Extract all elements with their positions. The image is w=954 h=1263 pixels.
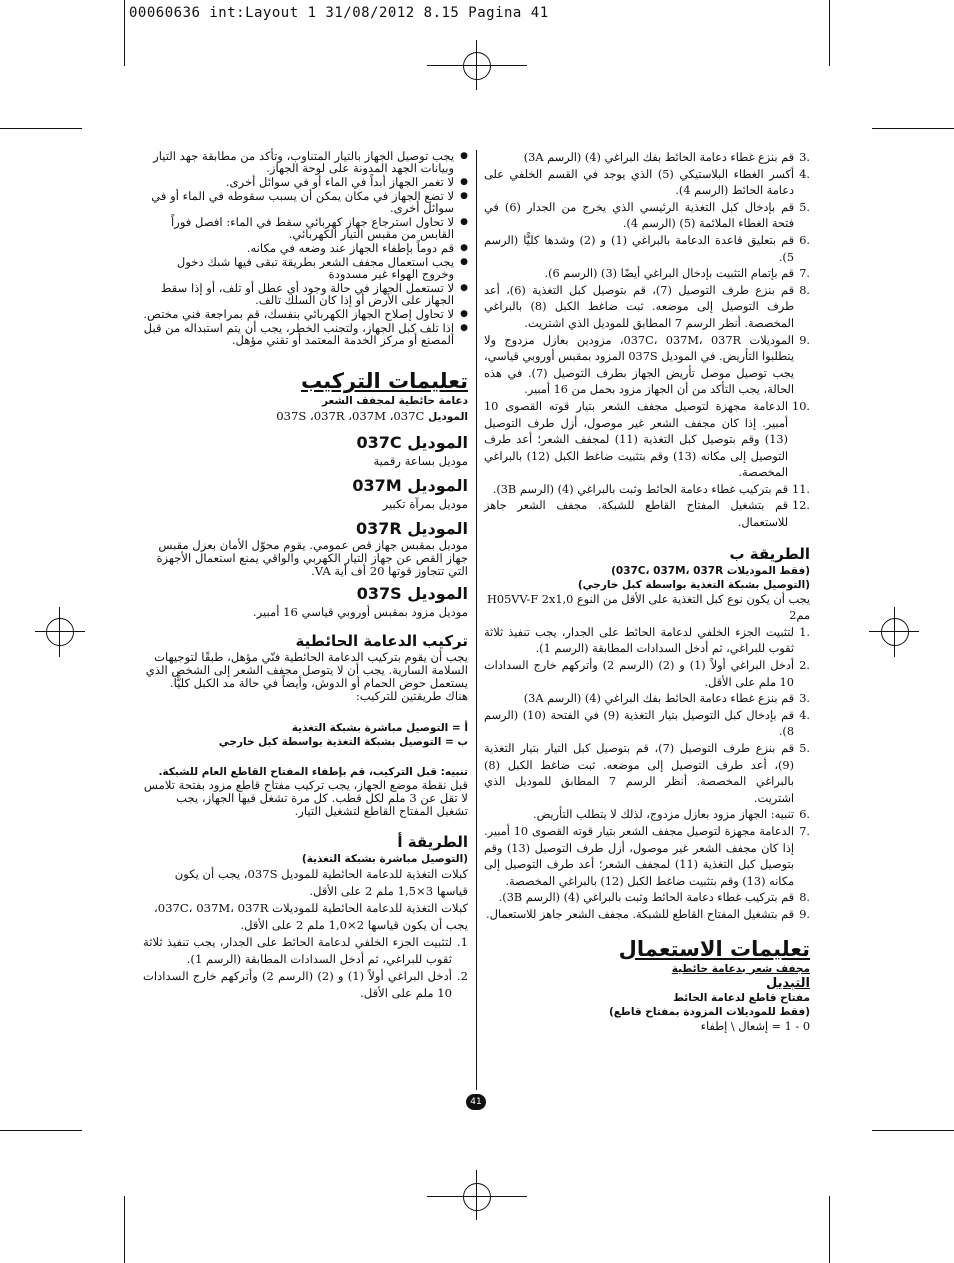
crop-mark bbox=[0, 128, 82, 129]
list-item: .4 قم بإدخال كبل التوصيل بتيار التغذية (9) في الفتحة (10) (الرسم 8). bbox=[484, 708, 810, 739]
list-item: .5 قم بنزع طرف التوصيل (7)، قم بتوصيل كبل التيار بتيار التغذية (9)، أعد طرف التوصيل إلى موضعه. ثبت ضاغط الكبل (8) بالبراغي المخصصة. أنظر الرسم 7 المطابق للموديل الذي اشتريت. bbox=[484, 742, 810, 805]
switching-title: التبديل bbox=[766, 975, 810, 991]
list-item: .8 قم بتركيب غطاء دعامة الحائط وثبت بالبراغي (4) (الرسم 3B). bbox=[498, 891, 810, 905]
switch-states: 0 - 1 = إشعال \ إطفاء bbox=[700, 1019, 810, 1033]
crop-mark bbox=[829, 0, 830, 66]
list-item: .10 الدعامة مجهزة لتوصيل مجفف الشعر بتيار قوته القصوى 10 أمبير. إذا كان مجفف الشعر غير موصول، أزل طرف التوصيل (13) وقم بتوصيل كبل التغذية (11) لمجفف الشعر؛ أعد طرف التوصيل إلى مكانه (13) وقم بتثبيت ضاغط الكبل (12) بالبراغي المخصصة. bbox=[484, 399, 810, 480]
safety-bullets bbox=[143, 150, 468, 346]
crop-mark bbox=[872, 1130, 954, 1131]
bullet-item: ● يجب استعمال مجفف الشعر بطريقة تبقى فيها شبك دخول وخروج الهواء غير مسدودة bbox=[176, 255, 468, 281]
warning-title: تنبيه: قبل التركيب، قم بإطفاء المفتاح القاطع العام للشبكة. bbox=[158, 766, 468, 778]
mount-title: تركيب الدعامة الحائطية bbox=[295, 632, 468, 650]
list-item: .5 قم بإدخال كبل التغذية الرئيسي الذي يخرج من الجدار (6) في فتحة الغطاء الملائمة (5) (الرسم 4). bbox=[484, 200, 810, 231]
crop-mark bbox=[872, 128, 954, 129]
install-title: تعليمات التركيب bbox=[301, 369, 468, 393]
option-a: أ = التوصيل مباشرة بشبكة التغذية bbox=[291, 722, 468, 734]
list-item: .11 قم بتركيب غطاء دعامة الحائط وثبت بالبراغي (4) (الرسم 3B). bbox=[492, 482, 810, 496]
model-037s-title: الموديل 037S bbox=[356, 584, 468, 603]
mount-text: يجب أن يقوم بتركيب الدعامة الحائطية فنّي مؤهل، طبقًا لتوجيهات السلامة السارية. يجب أن لا يتوصل مجفف الشعر إلى الشخص الذي يستعمل حوض الحمام أو الدوش، وأيضاً في حالة مد الكبل كليًّا. bbox=[145, 650, 468, 690]
method-a-title: الطريقة أ bbox=[397, 833, 468, 851]
list-item: .1 لتثبيت الجزء الخلفي لدعامة الحائط على الجدار، يجب تنفيذ ثلاثة ثقوب للبراغي، ثم أدخل السدادات المطابقة (الرسم 1). bbox=[484, 625, 810, 656]
model-037m-text: موديل بمرآة تكبير bbox=[382, 497, 468, 511]
crop-mark bbox=[829, 1196, 830, 1263]
models-line: الموديل 037S ،037R ،037M ،037C bbox=[276, 409, 468, 423]
bullet-item: ● لا تحاول إصلاح الجهاز الكهربائي بنفسك، قم بمراجعة فني مختص. bbox=[143, 307, 468, 321]
bullet-item: ● لا تغمر الجهاز أبداً في الماء أو في سوائل أخرى. bbox=[225, 175, 468, 189]
method-a-steps-continued bbox=[484, 150, 810, 532]
list-item: .7 قم بإتمام التثبيت بإدخال البراغي أيضًا (3) (الرسم 6). bbox=[544, 267, 810, 281]
crop-mark bbox=[124, 1196, 125, 1263]
method-b-cable-spec: يجب أن يكون نوع كبل التغذية على الأقل من النوع H05VV-F 2x1,0 مم2 bbox=[487, 592, 810, 623]
list-item: .2 أدخل البراغي أولاً (1) و (2) (الرسم 2) وأتركهم خارج السدادات 10 ملم على الأقل. bbox=[484, 659, 810, 689]
bullet-item: ● لا تستعمل الجهاز في حالة وجود أي عطل أو تلف، أو إذا سقط الجهاز على الأرض أو إذا كان السلك تالف. bbox=[160, 281, 468, 307]
method-b-models: (فقط الموديلات 037C، 037M، 037R) bbox=[611, 564, 810, 577]
bullet-item: ● يجب توصيل الجهاز بالتيار المتناوب، وتأكد من مطابقة جهد التيار وبيانات الجهد المدونة على لوحة الجهاز. bbox=[153, 149, 468, 175]
model-037r-text: موديل بمقبس جهاز قص عمومي. يقوم محوّل الأمان بعزل مقبس جهاز القص عن جهاز التيار الكهربي والواقي يمنع استعمال الأجهزة التي تتجاوز قوتها 20 أف أية VA. bbox=[156, 538, 468, 578]
crop-mark bbox=[0, 1130, 82, 1131]
list-item: .3 قم بنزع غطاء دعامة الحائط بفك البراغي (4) (الرسم 3A) bbox=[523, 151, 810, 164]
model-037r-title: الموديل 037R bbox=[355, 519, 468, 538]
wall-bracket-label: دعامة حائطية لمجفف الشعر bbox=[322, 395, 468, 407]
use-subtitle: مجفف شعر بدعامة حائطية bbox=[671, 962, 810, 975]
bullet-item: ● لا تحاول استرجاع جهاز كهربائي سقط في الماء: افصل فوراً القابس من مقبس التيار الكهربائي. bbox=[171, 215, 468, 241]
print-slug: 00060636 int:Layout 1 31/08/2012 8.15 Pagina 41 bbox=[129, 5, 549, 21]
list-item: 2. أدخل البراغي أولاً (1) و (2) (الرسم 2) وأتركهم خارج السدادات 10 ملم على الأقل. bbox=[143, 969, 468, 1000]
model-037c-text: موديل بساعة رقمية bbox=[373, 454, 468, 468]
wall-switch-note: (فقط للموديلات المزودة بمفتاح قاطع) bbox=[608, 1005, 810, 1018]
use-title: تعليمات الاستعمال bbox=[618, 936, 810, 961]
column-divider bbox=[476, 150, 477, 1090]
list-item: .12 قم بتشغيل المفتاح القاطع للشبكة. مجفف الشعر جاهز للاستعمال. bbox=[484, 499, 810, 530]
list-item: .7 الدعامة مجهزة لتوصيل مجفف الشعر بتيار قوته القصوى 10 أمبير. إذا كان مجفف الشعر غير موصول، أزل طرف التوصيل (13) وقم بتوصيل كبل التغذية (11) لمجفف الشعر؛ أعد طرف التوصيل إلى مكانه (13) وقم بتثبيت ضاغط الكبل (12) بالبراغي المخصصة. bbox=[484, 824, 810, 888]
list-item: .3 قم بنزع غطاء دعامة الحائط بفك البراغي (4) (الرسم 3A) bbox=[523, 692, 810, 706]
method-b-steps bbox=[484, 625, 810, 924]
method-b-subtitle: (التوصيل بشبكة التغذية بواسطة كبل خارجي) bbox=[577, 578, 810, 591]
left-column bbox=[143, 150, 468, 1002]
right-column bbox=[484, 150, 810, 1035]
list-item: .9 الموديلات 037C، 037M، 037R، مزودين بعازل مزدوج ولا يتطلبوا التأريض. في الموديل 037S المزود بمقبس أوروبي قياسي، يجب توصيل موصل تأريض الجهاز بطرف التوصيل (7). في هذه الحالة، يجب التأكد من أن الجهاز مزود بحمل من 16 أمبير. bbox=[484, 333, 810, 397]
method-a-p1: كبلات التغذية للدعامة الحائطية للموديل 037S، يجب أن يكون قياسها 3×1,5 ملم 2 على الأقل. bbox=[174, 867, 468, 898]
method-b-title: الطريقة ب bbox=[729, 544, 810, 563]
method-a-p2: كبلات التغذية للدعامة الحائطية للموديلات 037C، 037M، 037R، يجب أن يكون قياسها 2×1,0 ملم 2 على الأقل. bbox=[154, 901, 468, 932]
list-item: .9 قم بتشغيل المفتاح القاطع للشبكة. مجفف الشعر جاهز للاستعمال. bbox=[486, 907, 810, 921]
crop-mark bbox=[124, 0, 125, 66]
model-037s-text: موديل مزود بمقبس أوروبي قياسي 16 أمبير. bbox=[252, 605, 468, 619]
list-item: .8 قم بنزع طرف التوصيل (7)، قم بتوصيل كبل التغذية (6)، أعد طرف التوصيل إلى موضعه. ثبت ضاغط الكبل (8) بالبراغي المخصصة. أنظر الرسم 7 المطابق للموديل الذي اشتريت. bbox=[484, 283, 810, 330]
warning-text: قبل نقطة موضع الجهاز، يجب تركيب مفتاح قاطع مزود بفتحة تلامس لا تقل عن 3 ملم لكل قطب. كل مرة تشغل فيها الجهاز، يجب تشغيل المفتاح القاطع لتشغيل التيار. bbox=[143, 778, 468, 818]
list-item: .6 تنبيه: الجهاز مزود بعازل مزدوج، لذلك لا يتطلب التأريض. bbox=[532, 808, 810, 822]
model-037m-title: الموديل 037M bbox=[352, 476, 468, 495]
page-number-badge: 41 bbox=[466, 1094, 486, 1110]
list-item: .6 قم بتعليق قاعدة الدعامة بالبراغي (1) و (2) وشدها كليًّا (الرسم 5). bbox=[484, 233, 810, 264]
list-item: 1. لتثبيت الجزء الخلفي لدعامة الحائط على الجدار، يجب تنفيذ ثلاثة ثقوب للبراغي، ثم أدخل السدادات المطابقة (الرسم 1). bbox=[143, 935, 468, 966]
bullet-item: ● إذا تلف كبل الجهاز، ولتجنب الخطر، يجب أن يتم استبداله من قبل المصنع أو مركز الخدمة المعتمد أو تقني مؤهل. bbox=[143, 321, 468, 347]
option-b: ب = التوصيل بشبكة التغذية بواسطة كبل خارجي bbox=[218, 736, 468, 748]
bullet-item: ● لا تضع الجهاز في مكان يمكن أن يسبب سقوطه في الماء أو في سوائل أخرى. bbox=[151, 189, 468, 215]
model-037c-title: الموديل 037C bbox=[356, 433, 468, 452]
mount-methods-intro: هناك طريقتين للتركيب: bbox=[355, 689, 468, 703]
method-a-subtitle: (التوصيل مباشرة بشبكة التغذية) bbox=[301, 853, 468, 865]
wall-switch-label: مفتاح قاطع لدعامة الحائط bbox=[673, 991, 810, 1004]
bullet-item: ● قم دوماً بإطفاء الجهاز عند وضعه في مكانه. bbox=[246, 241, 468, 255]
list-item: .4 أكسر الغطاء البلاستيكي (5) الذي يوجد في القسم الخلفي على دعامة الحائط (الرسم 4). bbox=[484, 167, 810, 198]
